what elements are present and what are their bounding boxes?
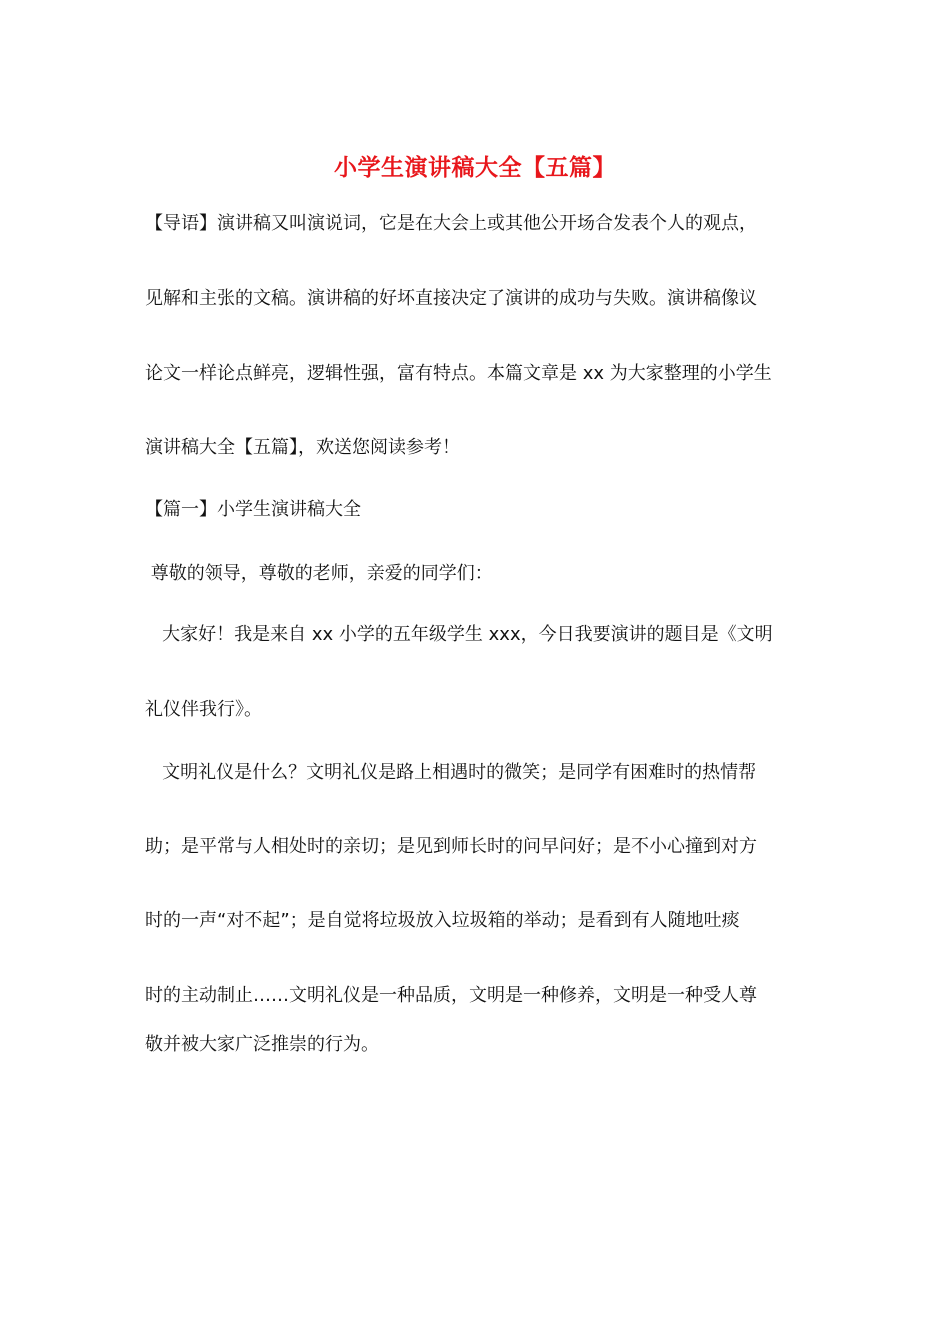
document-title: 小学生演讲稿大全【五篇】 [334, 155, 616, 181]
paragraph-1-line-1: 大家好！我是来自 xx 小学的五年级学生 xxx，今日我要演讲的题目是《文明 [145, 624, 773, 645]
paragraph-2-line-1: 文明礼仪是什么？文明礼仪是路上相遇时的微笑；是同学有困难时的热情帮 [145, 762, 757, 783]
paragraph-2-line-2: 助；是平常与人相处时的亲切；是见到师长时的问早问好；是不小心撞到对方 [145, 836, 757, 857]
paragraph-2-line-5: 敬并被大家广泛推崇的行为。 [145, 1034, 379, 1055]
intro-line-4: 演讲稿大全【五篇】，欢送您阅读参考！ [145, 437, 460, 458]
intro-line-3: 论文一样论点鲜亮，逻辑性强，富有特点。本篇文章是 xx 为大家整理的小学生 [145, 363, 772, 384]
paragraph-1-line-2: 礼仪伴我行》。 [145, 699, 262, 720]
paragraph-2-line-3: 时的一声“对不起”；是自觉将垃圾放入垃圾箱的举动；是看到有人随地吐痰 [145, 910, 740, 931]
salutation-line: 尊敬的领导，尊敬的老师，亲爱的同学们： [145, 563, 493, 584]
intro-line-2: 见解和主张的文稿。演讲稿的好坏直接决定了演讲的成功与失败。演讲稿像议 [145, 288, 757, 309]
intro-line-1: 【导语】演讲稿又叫演说词，它是在大会上或其他公开场合发表个人的观点， [145, 213, 757, 234]
paragraph-2-line-4: 时的主动制止……文明礼仪是一种品质，文明是一种修养，文明是一种受人尊 [145, 985, 757, 1006]
section-heading: 【篇一】小学生演讲稿大全 [145, 499, 361, 520]
